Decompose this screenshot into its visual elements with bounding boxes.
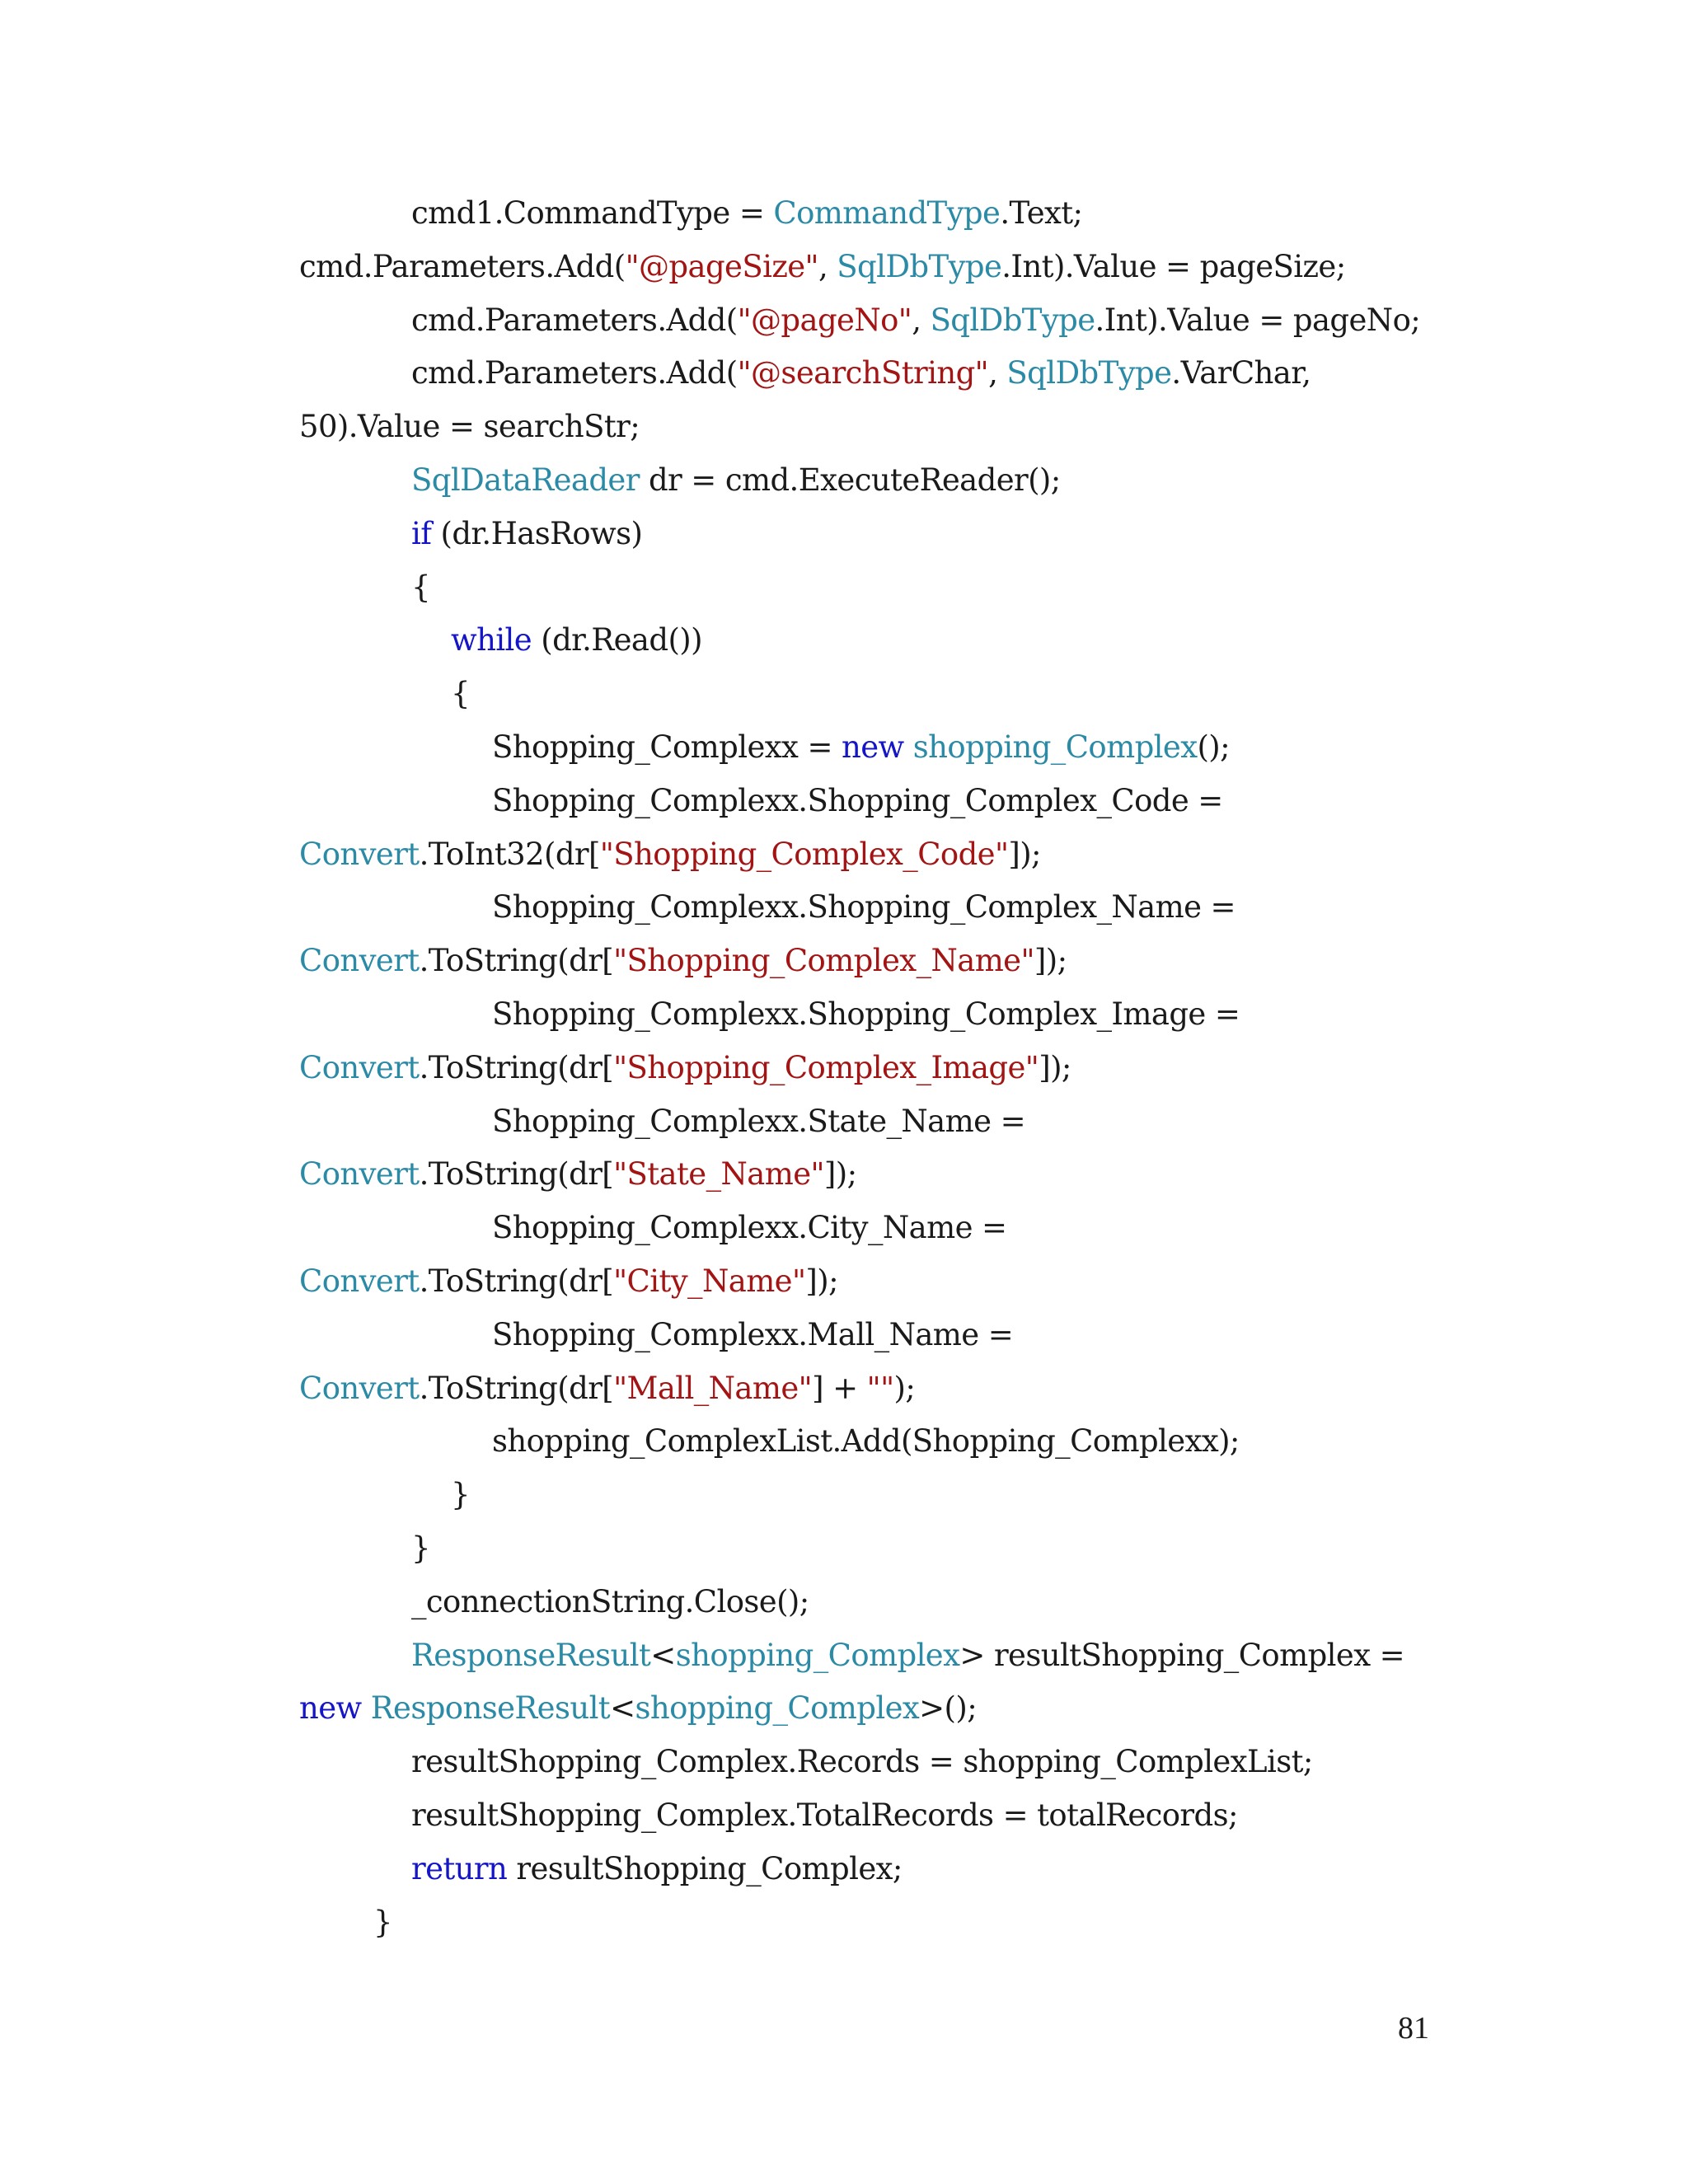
code-text: ]);: [1039, 1050, 1071, 1085]
string-literal: "Shopping_Complex_Name": [613, 943, 1034, 978]
code-text: 50).Value = searchStr;: [299, 409, 640, 444]
code-text: }: [373, 1905, 392, 1940]
code-line: [492, 728, 1230, 767]
type-token: CommandType: [773, 195, 1001, 231]
code-line: [492, 888, 1236, 927]
code-text: ]);: [823, 1156, 857, 1192]
code-text: (dr.HasRows): [431, 516, 643, 551]
code-text: );: [893, 1371, 916, 1406]
code-line: [411, 1582, 809, 1622]
type-token: SqlDbType: [837, 249, 1002, 284]
code-text: ]);: [1008, 837, 1041, 872]
code-line: [451, 1475, 470, 1515]
type-token: SqlDataReader: [411, 462, 640, 498]
code-text: {: [411, 569, 430, 605]
code-text: <: [610, 1690, 635, 1726]
code-text: Shopping_Complexx.Shopping_Complex_Code =: [492, 783, 1223, 818]
code-line: [299, 1369, 915, 1408]
code-text: Shopping_Complexx.City_Name =: [492, 1210, 1007, 1245]
keyword-token: return: [411, 1851, 508, 1886]
code-line: [299, 1155, 856, 1194]
code-text: ();: [1197, 729, 1231, 765]
code-line: [411, 568, 430, 607]
code-line: [492, 1422, 1240, 1461]
code-text: resultShopping_Complex.TotalRecords = totalRecords;: [411, 1797, 1238, 1833]
code-line: [299, 1262, 838, 1301]
code-line: [299, 407, 640, 447]
type-token: Convert: [299, 1263, 420, 1299]
code-text: _connectionString.Close();: [411, 1584, 809, 1619]
string-literal: "@pageNo": [737, 302, 912, 338]
code-line: [411, 514, 642, 554]
code-text: ]);: [805, 1263, 838, 1299]
string-literal: "@pageSize": [625, 249, 818, 284]
code-text: shopping_ComplexList.Add(Shopping_Complexx);: [492, 1423, 1240, 1459]
keyword-token: new: [299, 1690, 362, 1726]
string-literal: "": [866, 1371, 894, 1406]
code-line: [299, 247, 1346, 287]
code-line: [411, 1796, 1238, 1835]
type-token: SqlDbType: [930, 302, 1095, 338]
code-text: .Int).Value = pageNo;: [1095, 302, 1421, 338]
type-token: Convert: [299, 1156, 420, 1192]
code-line: [451, 674, 470, 714]
code-text: .ToInt32(dr[: [419, 837, 600, 872]
code-text: .ToString(dr[: [419, 1371, 614, 1406]
code-line: [492, 1208, 1006, 1248]
code-text: resultShopping_Complex;: [507, 1851, 903, 1886]
keyword-token: new: [842, 729, 904, 765]
code-text: >();: [919, 1690, 978, 1726]
page-number: 81: [1398, 2011, 1429, 2046]
type-token: shopping_Complex: [912, 729, 1198, 765]
type-token: Convert: [299, 1050, 420, 1085]
type-token: Convert: [299, 837, 420, 872]
code-text: cmd.Parameters.Add(: [411, 302, 738, 338]
code-text: ,: [988, 355, 1007, 391]
code-text: [362, 1690, 371, 1726]
type-token: shopping_Complex: [635, 1690, 920, 1726]
code-text: (dr.Read()): [532, 622, 702, 658]
code-text: Shopping_Complexx.Mall_Name =: [492, 1317, 1014, 1352]
code-text: ] +: [812, 1371, 867, 1406]
code-line: [299, 835, 1041, 874]
code-text: Shopping_Complexx.State_Name =: [492, 1104, 1025, 1139]
code-line: [411, 1742, 1313, 1782]
keyword-token: if: [411, 516, 432, 551]
code-line: [373, 1903, 392, 1943]
code-text: .ToString(dr[: [419, 1156, 614, 1192]
code-text: }: [411, 1530, 430, 1566]
code-text: ,: [912, 302, 931, 338]
code-line: [492, 1102, 1025, 1141]
code-text: dr = cmd.ExecuteReader();: [639, 462, 1061, 498]
string-literal: "Shopping_Complex_Code": [599, 837, 1009, 872]
string-literal: "Shopping_Complex_Image": [613, 1050, 1039, 1085]
code-text: {: [451, 676, 470, 711]
string-literal: "@searchString": [737, 355, 989, 391]
code-text: cmd.Parameters.Add(: [411, 355, 738, 391]
code-text: Shopping_Complexx.Shopping_Complex_Image =: [492, 996, 1240, 1032]
code-text: Shopping_Complexx.Shopping_Complex_Name =: [492, 889, 1236, 925]
type-token: SqlDbType: [1006, 355, 1172, 391]
code-text: [904, 729, 913, 765]
type-token: Convert: [299, 943, 420, 978]
code-line: [411, 1636, 1404, 1675]
code-line: [411, 194, 1082, 233]
type-token: ResponseResult: [370, 1690, 611, 1726]
code-text: .ToString(dr[: [419, 943, 614, 978]
code-line: [411, 1849, 903, 1889]
code-line: [299, 941, 1067, 981]
code-text: cmd.Parameters.Add(: [299, 249, 626, 284]
code-line: [411, 301, 1420, 340]
string-literal: "Mall_Name": [613, 1371, 813, 1406]
code-line: [492, 1315, 1013, 1355]
keyword-token: while: [451, 622, 532, 658]
string-literal: "City_Name": [613, 1263, 806, 1299]
code-line: [411, 1529, 430, 1568]
code-text: > resultShopping_Complex =: [959, 1638, 1405, 1673]
code-text: ]);: [1034, 943, 1067, 978]
code-text: ,: [818, 249, 837, 284]
type-token: shopping_Complex: [675, 1638, 960, 1673]
code-text: .VarChar,: [1171, 355, 1311, 391]
code-text: .Int).Value = pageSize;: [1001, 249, 1346, 284]
code-line: [411, 354, 1311, 393]
string-literal: "State_Name": [613, 1156, 824, 1192]
code-line: [451, 621, 702, 660]
code-text: .ToString(dr[: [419, 1263, 614, 1299]
code-text: }: [451, 1477, 470, 1512]
code-text: .Text;: [1000, 195, 1083, 231]
code-line: [492, 995, 1240, 1034]
type-token: Convert: [299, 1371, 420, 1406]
code-text: Shopping_Complexx =: [492, 729, 842, 765]
code-text: <: [650, 1638, 676, 1673]
code-line: [299, 1689, 977, 1728]
type-token: ResponseResult: [411, 1638, 651, 1673]
code-line: [411, 461, 1061, 500]
code-line: [299, 1048, 1071, 1088]
code-text: cmd1.CommandType =: [411, 195, 774, 231]
code-text: resultShopping_Complex.Records = shopping_ComplexList;: [411, 1744, 1313, 1779]
code-text: .ToString(dr[: [419, 1050, 614, 1085]
code-line: [492, 781, 1223, 821]
